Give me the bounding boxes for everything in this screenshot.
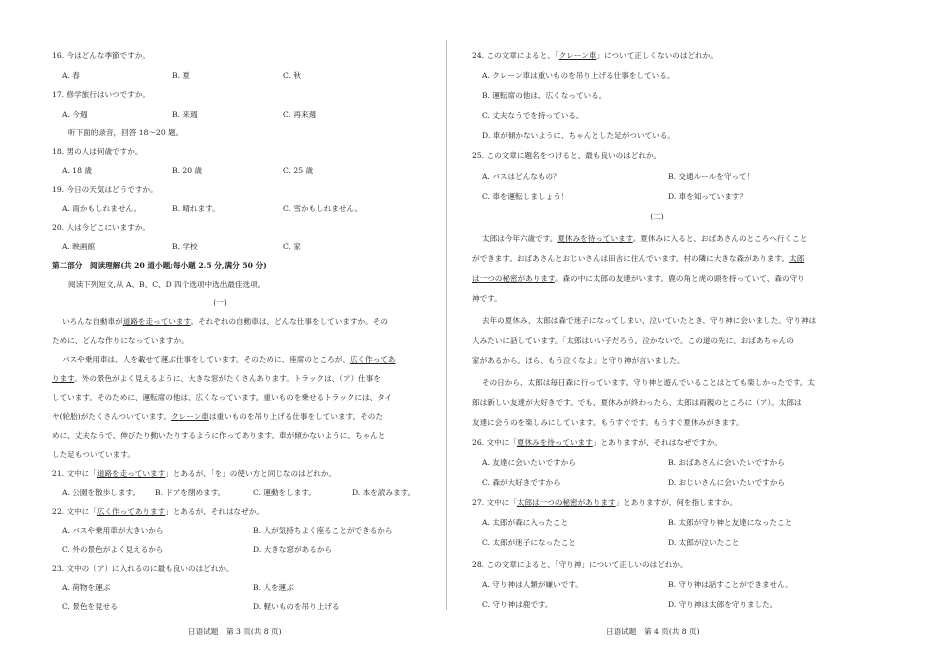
passage-2-title: (二): [650, 212, 664, 221]
question-17: 17. 修学旅行はいつですか。: [52, 90, 151, 99]
passage-1-line: いろんな自動車が道路を走っています。それぞれの自動車は、どんな仕事をしていますか。その: [62, 317, 388, 326]
q28-option-d: D. 守り神は太郎を守りました。: [668, 600, 778, 609]
q27-option-c: C. 太郎が迷子になったこと: [482, 538, 576, 547]
passage-1-line: バスや乗用車は、人を載せて運ぶ仕事をしています。そのために、座席のところが、広く作ってあ: [62, 355, 396, 364]
q19-option-a: A. 雨かもしれません。: [62, 204, 142, 213]
question-18: 18. 男の人は何歳ですか。: [52, 147, 143, 156]
passage-1-line: ために、どんな作りになっていますか。: [52, 336, 189, 345]
q23-option-d: D. 軽いものを吊り上げる: [253, 602, 340, 611]
q25-option-d: D. 車を知っています？: [668, 192, 747, 201]
question-25: 25. この文章に題名をつけると、最も良いのはどれか。: [472, 151, 662, 160]
passage-2-line: その日から、太郎は毎日森に行っています。守り神と遊んでいることはとても楽しかったです。太: [482, 378, 815, 387]
q22-option-c: C. 外の景色がよく見えるから: [62, 545, 164, 554]
passage-1-line: した足もついています。: [52, 450, 135, 459]
listening-instruction: 听下面的录音，回答 18～20 题。: [68, 128, 184, 137]
q18-option-c: C. 25 歳: [283, 166, 314, 175]
q19-option-c: C. 雪かもしれません。: [283, 204, 363, 213]
question-20: 20. 人は今どこにいますか。: [52, 223, 151, 232]
q22-option-a: A. バスや乗用車が大きいから: [62, 526, 164, 535]
passage-2-line: ができます。おばあさんとおじいさんは田舎に住んでいます。村の隣に大きな森があります。太郎: [472, 254, 805, 263]
q23-option-a: A. 荷物を運ぶ: [62, 583, 111, 592]
passage-1-line: ヤ(轮胎)がたくさんついています。クレーン車は重いものを吊り上げる仕事をしています。そのた: [52, 412, 383, 421]
question-21: 21. 文中に「道路を走っています」とあるが、「を」の使い方と同じなのはどれか。: [52, 469, 337, 478]
q28-option-b: B. 守り神は話すことができません。: [668, 580, 793, 589]
q21-option-a: A. 公園を散歩します。: [62, 488, 141, 497]
question-16: 16. 今はどんな季節ですか。: [52, 51, 151, 60]
q27-option-d: D. 太郎が泣いたこと: [668, 538, 740, 547]
q17-option-a: A. 今週: [62, 110, 88, 119]
passage-2-line: 人みたいに話しています。「太郎はいい子だろう。泣かないで。この道の先に、おばあちゃんの: [472, 336, 794, 345]
passage-1-line: しています。そのために、運転席の他は、広くなっています。重いものを乗せるトラックには、タイ: [52, 393, 393, 402]
q25-option-a: A. バスはどんなもの？: [482, 172, 561, 181]
q16-option-b: B. 夏: [172, 71, 191, 80]
q18-option-b: B. 20 歳: [172, 166, 203, 175]
passage-2-line: 友達に会うのを楽しみにしています。もうすぐです。もうすぐ夏休みがきます。: [472, 418, 744, 427]
question-23: 23. 文中の（ア）に入れるのに最も良いのはどれか。: [52, 564, 234, 573]
section-2-title: 第二部分 阅读理解(共 20 道小题;每小题 2.5 分,满分 50 分): [52, 261, 267, 270]
q16-option-a: A. 春: [62, 71, 80, 80]
q19-option-b: B. 晴れます。: [172, 204, 220, 213]
passage-1-line: めに、丈夫なうで、伸びたり動いたりするように作ってあります。車が傾かないように、ちゃんと: [52, 431, 386, 440]
right-page: [452, 0, 950, 672]
q17-option-c: C. 再来週: [283, 110, 317, 119]
q26-option-c: C. 森が大好きですから: [482, 478, 561, 487]
passage-1-line: ります。外の景色がよく見えるように、大きな窓がたくさんあります。トラックは、（ア）仕事を: [52, 374, 381, 383]
passage-2-line: 去年の夏休み、太郎は森で迷子になってしまい、泣いていたとき、守り神に会いました。守り神は: [482, 316, 817, 325]
page-footer-3: 日语试题 第 3 页(共 8 页): [188, 627, 282, 636]
question-28: 28. この文章によると、「守り神」について正しいのはどれか。: [472, 560, 688, 569]
q23-option-c: C. 景色を見せる: [62, 602, 118, 611]
q18-option-a: A. 18 歳: [62, 166, 92, 175]
q21-option-d: D. 本を読みます。: [352, 488, 416, 497]
question-19: 19. 今日の天気はどうですか。: [52, 185, 158, 194]
passage-2-line: 太郎は今年六歳です。夏休みを待っています。夏休みに入ると、おばあさんのところへ行くこと: [482, 234, 808, 243]
passage-2-line: 郎は新しい友達が大好きです。でも、夏休みが終わったら、太郎は両親のところに（ア）。太郎は: [472, 398, 802, 407]
left-page: [0, 0, 440, 672]
passage-2-line: 神です。: [472, 294, 502, 303]
q21-option-c: C. 運動をします。: [253, 488, 316, 497]
q24-option-b: B. 運転席の他は、広くなっている。: [482, 91, 607, 100]
q16-option-c: C. 秋: [283, 71, 301, 80]
q26-option-d: D. おじいさんに会いたいですから: [668, 478, 785, 487]
q24-option-d: D. 車が傾かないように、ちゃんとした足がついている。: [482, 131, 675, 140]
section-2-instruction: 阅读下列短文,从 A、B、C、D 四个选项中选出最佳选项。: [68, 280, 266, 289]
passage-2-line: 家があるから。ほら、もう泣くなよ」と守り神が言いました。: [472, 356, 685, 365]
question-26: 26. 文中に「夏休みを待っています」とありますが、それはなぜですか。: [472, 438, 722, 447]
q24-option-c: C. 丈夫なうでを持っている。: [482, 111, 584, 120]
q22-option-b: B. 人が気持ちよく座ることができるから: [253, 526, 393, 535]
question-22: 22. 文中に「広く作ってあります」とあるが、それはなぜか。: [52, 507, 264, 516]
q20-option-b: B. 学校: [172, 242, 198, 251]
q27-option-a: A. 太郎が森に入ったこと: [482, 518, 569, 527]
q23-option-b: B. 人を運ぶ: [253, 583, 294, 592]
page-footer-4: 日语试题 第 4 页(共 8 页): [606, 627, 700, 636]
q17-option-b: B. 来週: [172, 110, 198, 119]
q20-option-a: A. 映画館: [62, 242, 96, 251]
q21-option-b: B. ドアを閉めます。: [155, 488, 226, 497]
q26-option-b: B. おばあさんに会いたいですから: [668, 458, 785, 467]
passage-2-line: は一つの秘密があります。森の中に太郎の友達がいます。鹿の角と虎の頭を持っていて、森の守り: [472, 274, 805, 283]
q25-option-c: C. 車を運転しましょう！: [482, 192, 569, 201]
q28-option-a: A. 守り神は人類が嫌いです。: [482, 580, 583, 589]
q22-option-d: D. 大きな窓があるから: [253, 545, 332, 554]
q25-option-b: B. 交通ルールを守って！: [668, 172, 755, 181]
q20-option-c: C. 家: [283, 242, 301, 251]
question-24: 24. この文章によると、「クレーン車」について正しくないのはどれか。: [472, 51, 718, 60]
passage-1-title: (一): [213, 298, 227, 307]
question-27: 27. 文中に「太郎は一つの秘密があります」とありますが、何を指しますか。: [472, 498, 738, 507]
q26-option-a: A. 友達に会いたいですから: [482, 458, 576, 467]
q28-option-c: C. 守り神は鹿です。: [482, 600, 553, 609]
q24-option-a: A. クレーン車は重いものを吊り上げる仕事をしている。: [482, 71, 675, 80]
q27-option-b: B. 太郎が守り神と友達になったこと: [668, 518, 793, 527]
column-divider: [446, 40, 447, 610]
